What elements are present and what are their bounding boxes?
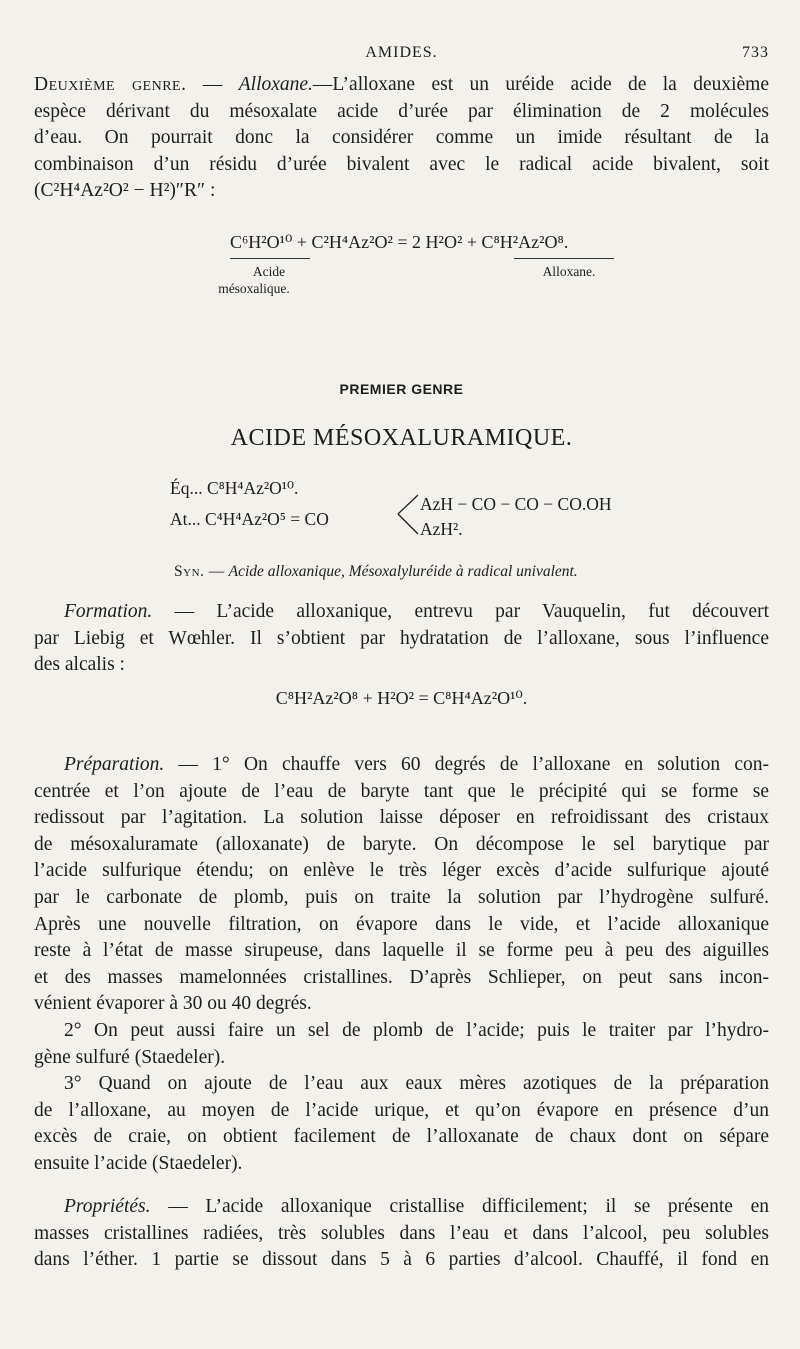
formation-paragraph <box>34 599 769 679</box>
alloxane-equation: C⁶H²O¹⁰ + C²H⁴Az²O² = 2 H²O² + C⁸H²Az²O⁸. <box>230 232 569 252</box>
branch-bottom: AzH². <box>420 519 463 539</box>
preparation-line: Après une nouvelle filtration, on évapore dans le vide, et l’acide alloxanique <box>34 913 769 935</box>
preparation-line: redissout par l’agitation. La solution laisse déposer en refroidissant des cristaux <box>34 807 769 829</box>
intro-line: combinaison d’un résidu d’urée bivalent avec le radical acide bivalent, soit <box>34 153 769 175</box>
eq-label: Éq... <box>170 478 203 498</box>
formation-equation: C⁸H²Az²O⁸ + H²O² = C⁸H⁴Az²O¹⁰. <box>275 688 528 708</box>
proprietes-paragraph <box>34 1194 769 1274</box>
intro-line: espèce dérivant du mésoxalate acide d’urée par élimination de 2 molécules <box>34 100 769 122</box>
preparation-para2-line: gène sulfuré (Staedeler). <box>34 1046 226 1068</box>
intro-line: (C²H⁴Az²O² − H²)″R″ : <box>34 180 216 202</box>
label-mesoxalique: mésoxalique. <box>218 281 290 296</box>
at-label: At... <box>170 509 201 529</box>
proprietes-line: dans l’éther. 1 partie se dissout dans 5 à 6 parties d’alcool. Chauffé, il fond en <box>34 1249 769 1271</box>
label-alloxane: Alloxane. <box>542 264 596 279</box>
syn-text: Acide alloxanique, Mésoxalyluréide à radical univalent. <box>228 563 578 580</box>
eq-value: C⁸H⁴Az²O¹⁰. <box>206 478 299 498</box>
preparation-para3-line: ensuite l’acide (Staedeler). <box>34 1152 243 1174</box>
book-page <box>34 0 769 1349</box>
synonyms <box>174 563 578 581</box>
eq-formula <box>170 478 298 499</box>
preparation-line: de mésoxaluramate (alloxanate) de baryte. On décompose le sel barytique par <box>34 833 769 855</box>
intro-line: —L’alloxane est un uréide acide de la deuxième <box>312 74 769 95</box>
intro-paragraph <box>34 72 769 205</box>
at-formula <box>170 509 329 530</box>
preparation-para3-line: excès de craie, on obtient facilement de l’alloxanate de chaux dont on sépare <box>34 1126 769 1148</box>
preparation-line: vénient évaporer à 30 ou 40 degrés. <box>34 993 312 1015</box>
at-value: C⁴H⁴Az²O⁵ = CO <box>205 509 329 529</box>
alloxane-title: Alloxane. <box>238 74 313 95</box>
preparation-line: — 1° On chauffe vers 60 degrés de l’alloxane en solution con- <box>178 754 770 775</box>
dash: — <box>186 74 239 95</box>
branch-bracket <box>394 490 422 538</box>
formation-line: des alcalis : <box>34 654 125 676</box>
syn-label: Syn. — <box>174 563 225 580</box>
preparation-line: et des masses mamelonnées cristallines. D’après Schlieper, on peut sans incon- <box>34 966 769 988</box>
page-number: 733 <box>742 44 769 61</box>
preparation-heading: Préparation. <box>64 754 165 775</box>
brace-left <box>230 258 310 259</box>
intro-line: d’eau. On pourrait donc la considérer comme un imide résultant de la <box>34 127 769 149</box>
proprietes-line: — L’acide alloxanique cristallise difficilement; il se présente en <box>168 1196 770 1217</box>
premier-genre-heading: PREMIER GENRE <box>339 381 464 397</box>
genre-heading: Deuxième genre. <box>34 74 187 95</box>
acid-title: ACIDE MÉSOXALURAMIQUE. <box>230 425 573 451</box>
preparation-line: par le carbonate de plomb, puis on traite la solution par l’hydrogène sulfuré. <box>34 886 769 908</box>
running-title: AMIDES. <box>365 44 438 61</box>
preparation-paragraph <box>34 752 769 1178</box>
preparation-para2-line: 2° On peut aussi faire un sel de plomb de l’acide; puis le traiter par l’hydro- <box>64 1019 769 1041</box>
branch-top: AzH − CO − CO − CO.OH <box>420 494 612 514</box>
preparation-line: centrée et l’on ajoute de l’eau de baryte tant que le précipité qui se forme se <box>34 780 769 802</box>
formation-line: — L’acide alloxanique, entrevu par Vauquelin, fut découvert <box>174 601 769 622</box>
brace-right <box>514 258 614 259</box>
label-acide: Acide <box>252 264 286 279</box>
preparation-para3-line: 3° Quand on ajoute de l’eau aux eaux mères azotiques de la préparation <box>64 1073 769 1095</box>
formation-line: par Liebig et Wœhler. Il s’obtient par hydratation de l’alloxane, sous l’influence <box>34 627 769 649</box>
preparation-para3-line: de l’alloxane, au moyen de l’acide urique, et qu’on évapore en présence d’un <box>34 1099 769 1121</box>
proprietes-line: masses cristallines radiées, très solubles dans l’eau et dans l’alcool, peu solubles <box>34 1222 769 1244</box>
preparation-line: reste à l’état de masse sirupeuse, dans laquelle il se forme peu à peu des aiguilles <box>34 940 769 962</box>
formation-heading: Formation. <box>64 601 153 622</box>
proprietes-heading: Propriétés. <box>64 1196 151 1217</box>
running-header <box>34 44 769 68</box>
preparation-line: l’acide sulfurique étendu; on enlève le très léger excès d’acide sulfurique ajouté <box>34 860 769 882</box>
